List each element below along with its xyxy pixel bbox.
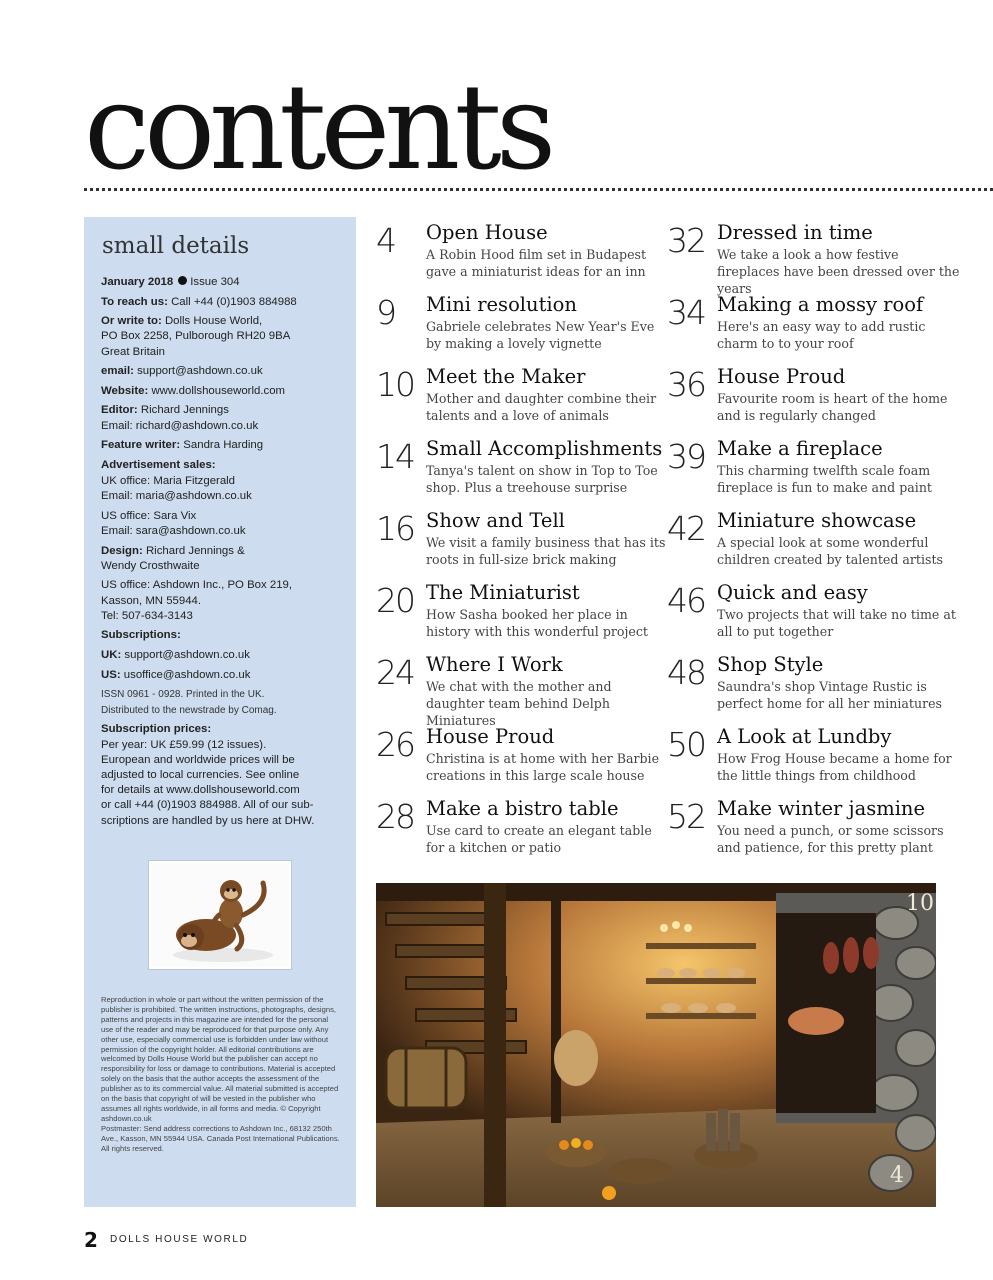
- entry-title: Shop Style: [717, 653, 824, 676]
- inn-kitchen-illustration: [376, 883, 936, 1207]
- entry-description: You need a punch, or some scissors and patience, for this pretty plant: [717, 823, 944, 855]
- entry-title: Small Accomplishments: [426, 437, 663, 460]
- contents-entry[interactable]: [376, 653, 666, 728]
- entry-title: Making a mossy roof: [717, 293, 924, 316]
- page-number: 20: [376, 581, 414, 620]
- contents-entry[interactable]: [376, 437, 666, 501]
- contents-entry[interactable]: [376, 581, 666, 645]
- entry-description: Use card to create an elegant table for a kitchen or patio: [426, 823, 652, 855]
- uk-office-label: UK office:: [101, 474, 151, 487]
- contents-entry[interactable]: [667, 221, 960, 296]
- page-number: 48: [667, 653, 705, 692]
- page-number: 14: [376, 437, 414, 476]
- us-office-email[interactable]: Email: sara@ashdown.co.uk: [101, 524, 246, 537]
- entry-title: Mini resolution: [426, 293, 577, 316]
- reach-value: Call +44 (0)1903 884988: [171, 295, 297, 308]
- prices-line: adjusted to local currencies. See online: [101, 768, 300, 781]
- contents-entry[interactable]: [376, 509, 666, 573]
- monkey-illustration: [151, 863, 289, 967]
- prices-line: or call +44 (0)1903 884988. All of our sub-: [101, 799, 314, 812]
- address-line: PO Box 2258, Pulborough RH20 9BA: [101, 330, 291, 343]
- entry-description: A special look at some wonderful children created by talented artists: [717, 535, 944, 567]
- us-office-name: Sara Vix: [153, 509, 197, 522]
- us-office-label: US office:: [101, 509, 151, 522]
- page-number: 34: [667, 293, 705, 332]
- page-number: 24: [376, 653, 414, 692]
- contents-entry[interactable]: [376, 365, 666, 429]
- page-number: 16: [376, 509, 414, 548]
- entry-title: Make winter jasmine: [717, 797, 926, 820]
- folio-page-number: 2: [84, 1228, 98, 1252]
- prices-line: scriptions are handled by us here at DHW.: [101, 814, 315, 827]
- inn-kitchen-photo: [376, 883, 936, 1207]
- entry-description: We take a look a how festive fireplaces have been dressed over the years: [717, 247, 960, 296]
- prices-line: Per year: UK £59.99 (12 issues).: [101, 738, 267, 751]
- website-label: Website:: [101, 384, 149, 397]
- entry-description: Christina is at home with her Barbie creations in this large scale house: [426, 751, 660, 783]
- photo-page-label: 4: [890, 1163, 904, 1188]
- contents-entry[interactable]: [667, 581, 957, 645]
- prices-line: European and worldwide prices will be: [101, 753, 295, 766]
- page-number: 10: [376, 365, 414, 404]
- entry-description: Tanya's talent on show in Top to Toe shop. Plus a treehouse surprise: [426, 463, 658, 495]
- feature-writer: Sandra Harding: [183, 439, 264, 452]
- page-number: 46: [667, 581, 705, 620]
- entry-description: This charming twelfth scale foam fireplace is fun to make and paint: [717, 463, 932, 495]
- dotted-divider: [84, 188, 993, 191]
- contents-entry[interactable]: [376, 293, 666, 357]
- entry-description: Two projects that will take no time at all to put together: [717, 607, 956, 639]
- design-label: Design:: [101, 544, 143, 557]
- us-office2-address: Ashdown Inc., PO Box 219,: [152, 579, 293, 592]
- page-number: 42: [667, 509, 705, 548]
- contents-entry[interactable]: [667, 725, 957, 789]
- page-number: 50: [667, 725, 705, 764]
- write-label: Or write to:: [101, 315, 162, 328]
- email-label: email:: [101, 365, 134, 378]
- subs-label: Subscriptions:: [101, 629, 181, 642]
- subs-uk-email[interactable]: support@ashdown.co.uk: [124, 648, 250, 661]
- contents-entry[interactable]: [667, 437, 957, 501]
- subs-us-label: US:: [101, 668, 121, 681]
- entry-description: A Robin Hood film set in Budapest gave a miniaturist ideas for an inn: [426, 247, 647, 279]
- address-line: Great Britain: [101, 345, 165, 358]
- editor-label: Editor:: [101, 404, 138, 417]
- entry-description: How Frog House became a home for the little things from childhood: [717, 751, 952, 783]
- entry-title: Where I Work: [426, 653, 563, 676]
- contents-entry[interactable]: [376, 221, 666, 285]
- contents-entry[interactable]: [667, 293, 957, 357]
- design-name-2: Wendy Crosthwaite: [101, 559, 200, 572]
- prices-line: for details at www.dollshouseworld.com: [101, 784, 300, 797]
- entry-description: Gabriele celebrates New Year's Eve by making a lovely vignette: [426, 319, 655, 351]
- bullet-dot: [178, 276, 187, 285]
- us-office2-tel: Tel: 507-634-3143: [101, 609, 193, 622]
- ads-label: Advertisement sales:: [101, 458, 216, 471]
- entry-title: House Proud: [426, 725, 555, 748]
- editor-email[interactable]: Email: richard@ashdown.co.uk: [101, 419, 259, 432]
- entry-title: House Proud: [717, 365, 846, 388]
- entry-title: Make a bistro table: [426, 797, 619, 820]
- issue-date: January 2018: [101, 276, 174, 288]
- contents-entry[interactable]: [376, 797, 666, 861]
- photo-page-label: 10: [906, 891, 934, 916]
- entry-description: Favourite room is heart of the home and is regularly changed: [717, 391, 948, 423]
- uk-office-email[interactable]: Email: maria@ashdown.co.uk: [101, 490, 252, 503]
- legal-text: Reproduction in whole or part without the written permission of the publisher is prohibited. The written instructions, photographs, designs, patterns and projects in this magazine are intended for the personal use of the reader and may be reproduced for that purpose only. Any other use, especially commercial use is forbidden under law without permission of the copyright holder. All editorial contributions are welcomed by Dolls House World but the publisher can accept no responsibility for loss or damage to contributions. Material is accepted solely on the basis that the author accepts the assessment of the publisher as to its commercial value. All material submitted is accepted on the basis that copyright of will be vested in the publisher who assumes all rights worldwide, in all forms and media. © Copyright ashdown.co.uk: [101, 995, 339, 1123]
- entry-title: Open House: [426, 221, 548, 244]
- entry-description: We chat with the mother and daughter team behind Delph Miniatures: [426, 679, 612, 728]
- entry-title: Show and Tell: [426, 509, 565, 532]
- email-link[interactable]: support@ashdown.co.uk: [137, 365, 263, 378]
- address-line: Dolls House World,: [164, 315, 263, 328]
- page-number: 4: [376, 221, 395, 260]
- entry-description: How Sasha booked her place in history with this wonderful project: [426, 607, 648, 639]
- design-name: Richard Jennings &: [145, 544, 245, 557]
- postmaster-text: Postmaster: Send address corrections to Ashdown Inc., 68132 250th Ave., Kasson, MN 55944 USA. Canada Post International Publications. All rights reserved.: [101, 1123, 340, 1153]
- entry-title: Make a fireplace: [717, 437, 883, 460]
- uk-office-name: Maria Fitzgerald: [153, 474, 236, 487]
- contents-entry[interactable]: [667, 509, 957, 573]
- contents-entry[interactable]: [376, 725, 666, 789]
- page-number: 39: [667, 437, 705, 476]
- page-number: 26: [376, 725, 414, 764]
- distribution-line: Distributed to the newstrade by Comag.: [101, 704, 277, 716]
- entry-title: Dressed in time: [717, 221, 873, 244]
- entry-description: Mother and daughter combine their talents and a love of animals: [426, 391, 657, 423]
- website-link[interactable]: www.dollshouseworld.com: [151, 384, 286, 397]
- page-number: 36: [667, 365, 705, 404]
- legal-notice: [101, 995, 341, 1154]
- page-title: contents: [84, 58, 551, 196]
- page-number: 9: [376, 293, 395, 332]
- us-office2-label: US office:: [101, 579, 151, 592]
- page-number: 32: [667, 221, 705, 260]
- entry-title: A Look at Lundby: [717, 725, 892, 748]
- entry-title: Meet the Maker: [426, 365, 586, 388]
- editor-name: Richard Jennings: [140, 404, 229, 417]
- entry-description: Here's an easy way to add rustic charm to to your roof: [717, 319, 926, 351]
- entry-title: Miniature showcase: [717, 509, 917, 532]
- entry-description: Saundra's shop Vintage Rustic is perfect home for all her miniatures: [717, 679, 943, 711]
- contents-entry[interactable]: [667, 797, 957, 861]
- masthead-info: [101, 275, 341, 829]
- reach-label: To reach us:: [101, 295, 168, 308]
- prices-label: Subscription prices:: [101, 723, 212, 736]
- entry-title: Quick and easy: [717, 581, 868, 604]
- issn-line: ISSN 0961 - 0928. Printed in the UK.: [101, 689, 265, 701]
- sidebar-heading: small details: [102, 233, 250, 259]
- subs-us-email[interactable]: usoffice@ashdown.co.uk: [123, 668, 251, 681]
- contents-entry[interactable]: [667, 365, 957, 429]
- issue-number: Issue 304: [190, 276, 240, 288]
- page-number: 28: [376, 797, 414, 836]
- small-details-sidebar: [84, 217, 356, 1207]
- subs-uk-label: UK:: [101, 648, 122, 661]
- us-office2-city: Kasson, MN 55944.: [101, 594, 202, 607]
- magazine-name: DOLLS HOUSE WORLD: [110, 1234, 249, 1245]
- entry-description: We visit a family business that has its roots in full-size brick making: [426, 535, 666, 567]
- feature-label: Feature writer:: [101, 439, 181, 452]
- page-number: 52: [667, 797, 705, 836]
- contents-entry[interactable]: [667, 653, 957, 717]
- monkey-toy-photo: [149, 861, 291, 969]
- entry-title: The Miniaturist: [426, 581, 580, 604]
